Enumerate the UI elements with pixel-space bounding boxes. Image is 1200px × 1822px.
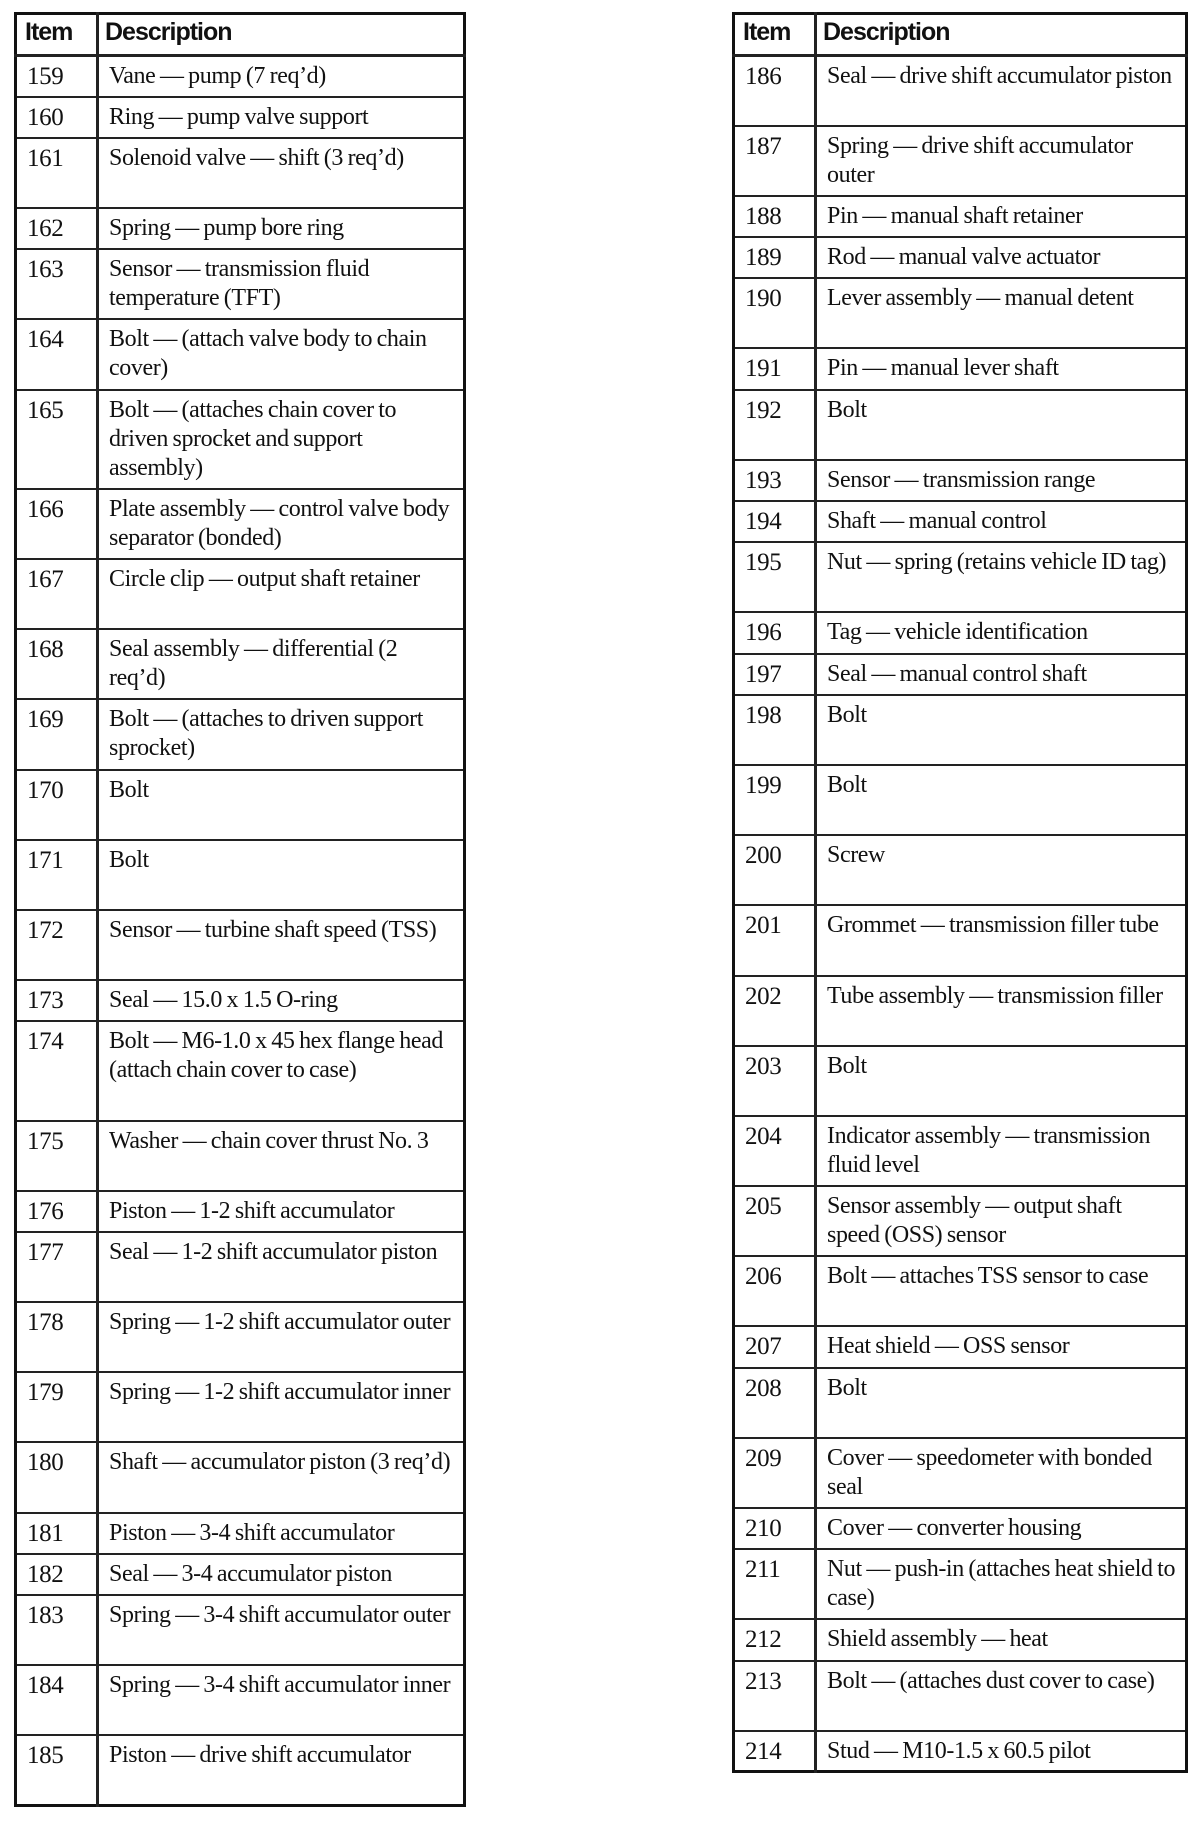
table-row	[734, 56, 1187, 126]
item-description: Seal assembly — differential (2 req’d)	[98, 629, 465, 699]
table-row	[16, 910, 465, 980]
item-number: 162	[16, 208, 98, 249]
table-row	[16, 629, 465, 699]
item-description: Tag — vehicle identification	[816, 612, 1187, 653]
table-row	[16, 1735, 465, 1805]
table-row	[16, 1665, 465, 1735]
header-row	[734, 14, 1187, 56]
item-column-header: Item	[734, 14, 816, 56]
item-description: Stud — M10-1.5 x 60.5 pilot	[816, 1731, 1187, 1772]
item-column-header: Item	[16, 14, 98, 56]
item-number: 171	[16, 840, 98, 910]
item-number: 172	[16, 910, 98, 980]
item-description: Bolt — attaches TSS sensor to case	[816, 1256, 1187, 1326]
item-description: Ring — pump valve support	[98, 97, 465, 138]
item-number: 173	[16, 980, 98, 1021]
item-description: Seal — 1-2 shift accumulator piston	[98, 1232, 465, 1302]
table-row	[734, 1368, 1187, 1438]
item-number: 177	[16, 1232, 98, 1302]
table-row	[734, 348, 1187, 389]
item-number: 160	[16, 97, 98, 138]
item-description: Pin — manual shaft retainer	[816, 196, 1187, 237]
item-number: 205	[734, 1186, 816, 1256]
item-number: 159	[16, 56, 98, 97]
item-number: 208	[734, 1368, 816, 1438]
table-row	[16, 97, 465, 138]
item-description: Piston — drive shift accumulator	[98, 1735, 465, 1805]
item-number: 211	[734, 1549, 816, 1619]
item-number: 165	[16, 390, 98, 489]
table-row	[16, 56, 465, 97]
item-description: Vane — pump (7 req’d)	[98, 56, 465, 97]
table-row	[16, 489, 465, 559]
item-number: 202	[734, 976, 816, 1046]
table-row	[16, 840, 465, 910]
item-description: Bolt — (attaches to driven support sprocket)	[98, 699, 465, 769]
table-row	[734, 654, 1187, 695]
table-row	[734, 390, 1187, 460]
item-number: 169	[16, 699, 98, 769]
table-row	[734, 460, 1187, 501]
table-row	[16, 1021, 465, 1120]
item-number: 191	[734, 348, 816, 389]
item-description: Bolt	[816, 765, 1187, 835]
table-row	[734, 501, 1187, 542]
table-row	[734, 1619, 1187, 1660]
parts-table-left	[14, 12, 466, 1807]
item-description: Solenoid valve — shift (3 req’d)	[98, 138, 465, 208]
table-row	[734, 765, 1187, 835]
item-number: 190	[734, 278, 816, 348]
item-number: 176	[16, 1191, 98, 1232]
item-number: 175	[16, 1121, 98, 1191]
table-row	[16, 1232, 465, 1302]
item-description: Rod — manual valve actuator	[816, 237, 1187, 278]
item-description: Bolt	[816, 695, 1187, 765]
item-description: Plate assembly — control valve body separator (bonded)	[98, 489, 465, 559]
item-description: Washer — chain cover thrust No. 3	[98, 1121, 465, 1191]
item-description: Cover — converter housing	[816, 1508, 1187, 1549]
item-description: Spring — 3-4 shift accumulator inner	[98, 1665, 465, 1735]
item-description: Shield assembly — heat	[816, 1619, 1187, 1660]
table-row	[734, 1256, 1187, 1326]
item-number: 210	[734, 1508, 816, 1549]
item-number: 185	[16, 1735, 98, 1805]
item-description: Lever assembly — manual detent	[816, 278, 1187, 348]
item-number: 164	[16, 319, 98, 389]
item-description: Bolt — (attaches dust cover to case)	[816, 1661, 1187, 1731]
header-row	[16, 14, 465, 56]
table-row	[734, 126, 1187, 196]
table-row	[734, 1116, 1187, 1186]
item-number: 194	[734, 501, 816, 542]
item-description: Sensor — transmission fluid temperature (TFT)	[98, 249, 465, 319]
item-description: Sensor — transmission range	[816, 460, 1187, 501]
item-number: 167	[16, 559, 98, 629]
item-description: Seal — 15.0 x 1.5 O-ring	[98, 980, 465, 1021]
table-row	[734, 1549, 1187, 1619]
table-row	[734, 1731, 1187, 1772]
item-number: 186	[734, 56, 816, 126]
table-row	[734, 1438, 1187, 1508]
item-number: 204	[734, 1116, 816, 1186]
table-row	[16, 1513, 465, 1554]
item-description: Nut — push-in (attaches heat shield to case)	[816, 1549, 1187, 1619]
item-description: Sensor assembly — output shaft speed (OSS) sensor	[816, 1186, 1187, 1256]
item-number: 207	[734, 1326, 816, 1367]
table-row	[734, 976, 1187, 1046]
item-description: Piston — 1-2 shift accumulator	[98, 1191, 465, 1232]
item-number: 184	[16, 1665, 98, 1735]
item-number: 178	[16, 1302, 98, 1372]
item-number: 179	[16, 1372, 98, 1442]
item-number: 214	[734, 1731, 816, 1772]
item-description: Shaft — accumulator piston (3 req’d)	[98, 1442, 465, 1512]
item-number: 182	[16, 1554, 98, 1595]
item-number: 166	[16, 489, 98, 559]
item-number: 192	[734, 390, 816, 460]
item-number: 189	[734, 237, 816, 278]
item-description: Spring — 3-4 shift accumulator outer	[98, 1595, 465, 1665]
item-number: 201	[734, 905, 816, 975]
table-row	[16, 208, 465, 249]
item-description: Bolt — (attach valve body to chain cover)	[98, 319, 465, 389]
table-row	[16, 249, 465, 319]
item-number: 206	[734, 1256, 816, 1326]
item-number: 203	[734, 1046, 816, 1116]
table-row	[734, 905, 1187, 975]
table-row	[734, 835, 1187, 905]
item-description: Spring — 1-2 shift accumulator inner	[98, 1372, 465, 1442]
item-number: 180	[16, 1442, 98, 1512]
item-number: 195	[734, 542, 816, 612]
item-description: Grommet — transmission filler tube	[816, 905, 1187, 975]
item-description: Bolt	[98, 770, 465, 840]
item-number: 168	[16, 629, 98, 699]
parts-list-right	[734, 56, 1187, 1772]
table-row	[734, 1661, 1187, 1731]
item-description: Piston — 3-4 shift accumulator	[98, 1513, 465, 1554]
item-number: 187	[734, 126, 816, 196]
table-row	[16, 1554, 465, 1595]
item-description: Bolt — (attaches chain cover to driven sprocket and support assembly)	[98, 390, 465, 489]
parts-list-left	[16, 56, 465, 1806]
table-row	[734, 695, 1187, 765]
item-number: 198	[734, 695, 816, 765]
item-description: Bolt	[98, 840, 465, 910]
item-description: Nut — spring (retains vehicle ID tag)	[816, 542, 1187, 612]
item-description: Bolt	[816, 1368, 1187, 1438]
item-number: 161	[16, 138, 98, 208]
table-row	[16, 390, 465, 489]
table-row	[734, 1186, 1187, 1256]
table-row	[734, 542, 1187, 612]
table-row	[16, 770, 465, 840]
item-description: Spring — drive shift accumulator outer	[816, 126, 1187, 196]
item-number: 170	[16, 770, 98, 840]
table-row	[734, 278, 1187, 348]
table-row	[16, 319, 465, 389]
item-description: Shaft — manual control	[816, 501, 1187, 542]
item-number: 196	[734, 612, 816, 653]
item-description: Tube assembly — transmission filler	[816, 976, 1187, 1046]
item-description: Pin — manual lever shaft	[816, 348, 1187, 389]
item-description: Bolt	[816, 1046, 1187, 1116]
item-description: Heat shield — OSS sensor	[816, 1326, 1187, 1367]
item-number: 193	[734, 460, 816, 501]
parts-table-right	[732, 12, 1188, 1773]
table-row	[16, 1442, 465, 1512]
table-row	[16, 980, 465, 1021]
item-number: 163	[16, 249, 98, 319]
item-description: Seal — manual control shaft	[816, 654, 1187, 695]
table-row	[16, 1372, 465, 1442]
item-number: 209	[734, 1438, 816, 1508]
table-row	[734, 1046, 1187, 1116]
item-number: 181	[16, 1513, 98, 1554]
item-description: Indicator assembly — transmission fluid level	[816, 1116, 1187, 1186]
item-description: Cover — speedometer with bonded seal	[816, 1438, 1187, 1508]
table-row	[16, 1595, 465, 1665]
item-number: 197	[734, 654, 816, 695]
item-description: Spring — 1-2 shift accumulator outer	[98, 1302, 465, 1372]
item-number: 200	[734, 835, 816, 905]
item-description: Seal — drive shift accumulator piston	[816, 56, 1187, 126]
table-row	[16, 138, 465, 208]
item-description: Seal — 3-4 accumulator piston	[98, 1554, 465, 1595]
item-description: Sensor — turbine shaft speed (TSS)	[98, 910, 465, 980]
table-row	[734, 196, 1187, 237]
table-row	[734, 1326, 1187, 1367]
table-row	[734, 1508, 1187, 1549]
item-description: Screw	[816, 835, 1187, 905]
item-number: 174	[16, 1021, 98, 1120]
item-number: 212	[734, 1619, 816, 1660]
table-row	[16, 559, 465, 629]
description-column-header: Description	[816, 14, 1187, 56]
item-number: 213	[734, 1661, 816, 1731]
table-row	[16, 1121, 465, 1191]
item-description: Circle clip — output shaft retainer	[98, 559, 465, 629]
table-row	[16, 1191, 465, 1232]
item-description: Bolt	[816, 390, 1187, 460]
item-description: Bolt — M6-1.0 x 45 hex flange head (attach chain cover to case)	[98, 1021, 465, 1120]
item-number: 183	[16, 1595, 98, 1665]
item-number: 199	[734, 765, 816, 835]
item-number: 188	[734, 196, 816, 237]
item-description: Spring — pump bore ring	[98, 208, 465, 249]
table-row	[16, 699, 465, 769]
description-column-header: Description	[98, 14, 465, 56]
table-row	[734, 612, 1187, 653]
table-row	[734, 237, 1187, 278]
table-row	[16, 1302, 465, 1372]
